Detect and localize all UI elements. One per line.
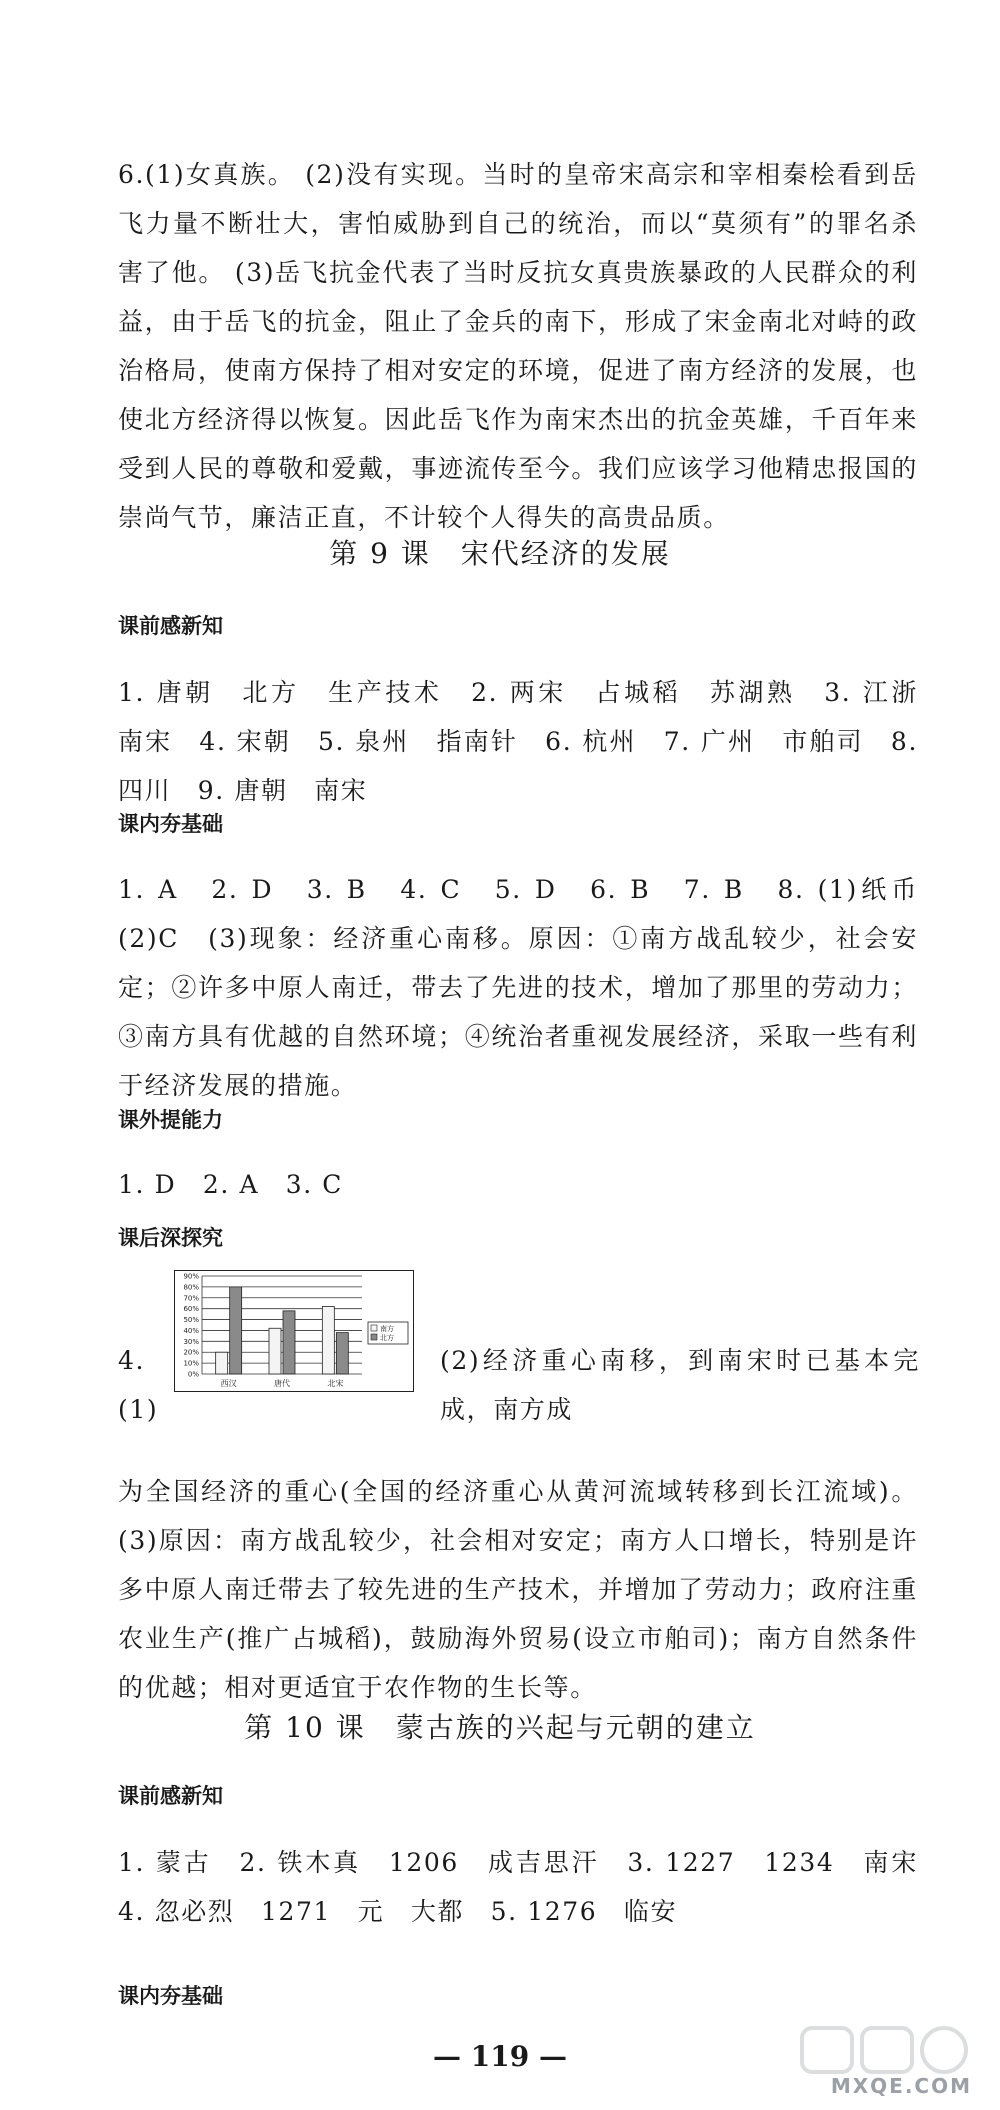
chart-legend-swatch xyxy=(371,1325,377,1331)
lesson-10-pre-answers: 1. 蒙古 2. 铁木真 1206 成吉思汗 3. 1227 1234 南宋 4. 忽必烈 1271 元 大都 5. 1276 临安 xyxy=(118,1848,945,1926)
chart-y-tick-label: 50% xyxy=(183,1316,199,1325)
lesson-9-pre-heading: 课前感新知 xyxy=(118,614,223,638)
chart-y-tick-label: 90% xyxy=(183,1272,199,1281)
lesson-9-in-heading: 课内夯基础 xyxy=(118,812,223,836)
question-4-rest: 为全国经济的重心(全国的经济重心从黄河流域转移到长江流域)。 (3)原因：南方战乱较少，社会相对安定；南方人口增长，特别是许多中原人南迁带去了较先进的生产技术，并增加了劳动力；政府注重农业生产(推广占城稻)，鼓励海外贸易(设立市舶司)；南方自然条件的优越；相对更适宜于农作物的生长等。 xyxy=(118,1477,918,1702)
lesson-9-after-heading: 课后深探究 xyxy=(118,1226,223,1250)
chart-y-tick-label: 10% xyxy=(183,1359,199,1368)
chart-bar xyxy=(269,1328,281,1374)
chart-legend-label: 南方 xyxy=(380,1325,394,1333)
chart-x-tick-label: 唐代 xyxy=(274,1379,290,1388)
answer-6-paragraph: 6.(1)女真族。 (2)没有实现。当时的皇帝宋高宗和宰相秦桧看到岳飞力量不断壮大，害怕威胁到自己的统治，而以“莫须有”的罪名杀害了他。 (3)岳飞抗金代表了当时反抗女真贵族暴政的人民群众的利益，由于岳飞的抗金，阻止了金兵的南下，形成了宋金南北对峙的政治格局，使南方保持了相对安定的环境，促进了南方经济的发展，也使北方经济得以恢复。因此岳飞作为南宋杰出的抗金英雄，千百年来受到人民的尊敬和爱戴，事迹流传至今。我们应该学习他精忠报国的崇尚气节，廉洁正直，不计较个人得失的高贵品质。 xyxy=(118,160,918,532)
lesson-10-in-heading: 课内夯基础 xyxy=(118,1984,223,2008)
chart-y-tick-label: 20% xyxy=(183,1348,199,1357)
economy-chart xyxy=(174,1270,414,1392)
lesson-10-pre-heading: 课前感新知 xyxy=(118,1784,223,1808)
lesson-9-out-answers: 1. D 2. A 3. C xyxy=(118,1170,344,1199)
chart-y-tick-label: 0% xyxy=(187,1370,199,1379)
chart-bar xyxy=(336,1333,348,1374)
chart-bar xyxy=(216,1352,228,1374)
chart-x-tick-label: 北宋 xyxy=(327,1379,344,1388)
lesson-9-in-answers: 1. A 2. D 3. B 4. C 5. D 6. B 7. B 8. (1)纸币 (2)C (3)现象：经济重心南移。原因：①南方战乱较少，社会安定；②许多中原人南迁，带去了先进的技术，增加了那里的劳动力；③南方具有优越的自然环境；④统治者重视发展经济，采取一些有利于经济发展的措施。 xyxy=(118,875,945,1100)
chart-bar xyxy=(283,1311,295,1374)
chart-legend-swatch xyxy=(371,1334,377,1340)
chart-legend-label: 北方 xyxy=(380,1334,394,1342)
chart-y-tick-label: 80% xyxy=(183,1283,199,1292)
chart-y-tick-label: 70% xyxy=(183,1294,199,1303)
chart-y-tick-label: 40% xyxy=(183,1326,199,1335)
page-number: — 119 — xyxy=(433,2040,567,2073)
question-4-part-2: (2)经济重心南移，到南宋时已基本完成，南方成 xyxy=(440,1346,920,1424)
watermark-text: MXQE.COM xyxy=(830,2074,972,2098)
economy-bar-chart xyxy=(174,1270,414,1392)
lesson-9-title: 第 9 课 宋代经济的发展 xyxy=(329,537,671,570)
chart-y-tick-label: 60% xyxy=(183,1305,199,1314)
chart-x-tick-label: 西汉 xyxy=(220,1379,237,1388)
lesson-10-title: 第 10 课 蒙古族的兴起与元朝的建立 xyxy=(244,1711,756,1744)
question-4-prefix: 4. (1) xyxy=(118,1346,159,1424)
chart-bar xyxy=(322,1306,334,1374)
lesson-9-out-heading: 课外提能力 xyxy=(118,1108,223,1132)
lesson-9-pre-answers: 1. 唐朝 北方 生产技术 2. 两宋 占城稻 苏湖熟 3. 江浙 南宋 4. 宋朝 5. 泉州 指南针 6. 杭州 7. 广州 市舶司 8. 四川 9. 唐朝 南宋 xyxy=(118,678,945,805)
chart-bar xyxy=(230,1287,242,1374)
chart-y-tick-label: 30% xyxy=(183,1337,199,1346)
